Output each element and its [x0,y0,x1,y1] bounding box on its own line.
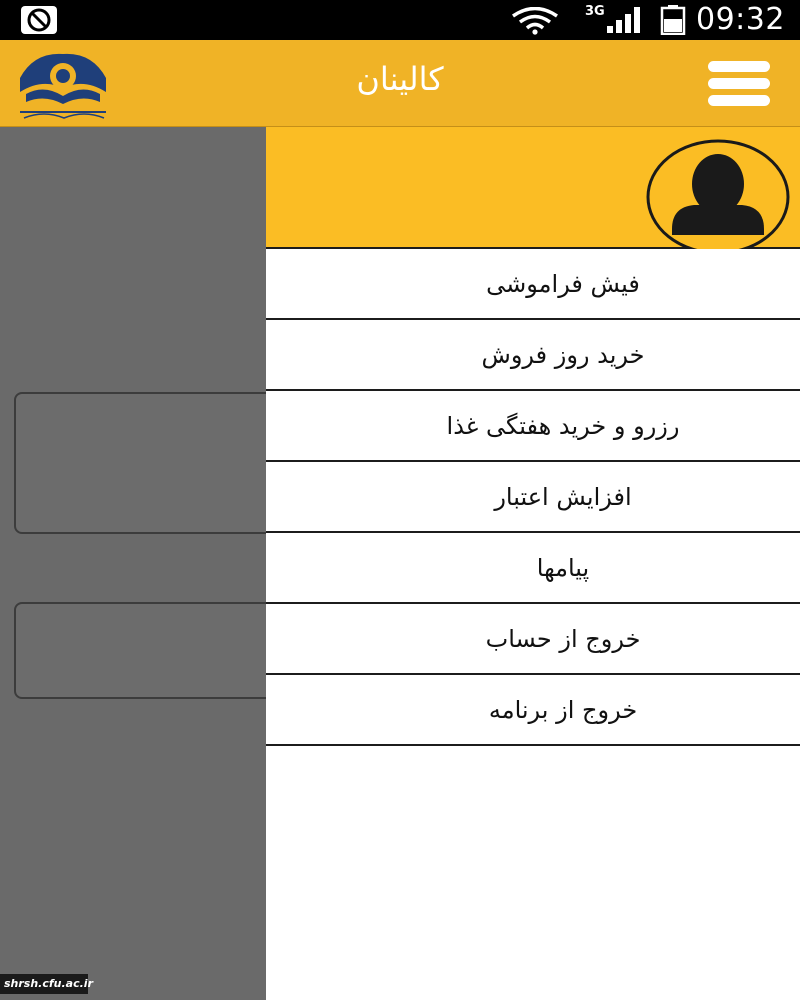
menu-item-same-day-purchase[interactable] [266,320,800,391]
do-not-disturb-icon [20,5,58,35]
hamburger-menu-icon [708,61,770,72]
menu-item-exit-app[interactable] [266,675,800,746]
menu-item-label: رزرو و خرید هفتگی غذا [446,411,680,440]
menu-item-label: خروج از برنامه [488,695,638,724]
drawer-menu [266,249,800,746]
hamburger-menu-button[interactable] [700,55,780,113]
university-logo [14,48,112,122]
app-bar [0,40,800,127]
menu-item-label: فیش فراموشی [486,269,640,298]
status-clock: 09:32 [696,2,785,37]
menu-item-messages[interactable] [266,533,800,604]
menu-item-label: پیامها [536,553,590,582]
background-card [14,392,284,534]
status-bar [0,0,800,40]
signal-icon [605,7,645,33]
menu-item-logout-account[interactable] [266,604,800,675]
menu-item-forgot-receipt[interactable] [266,249,800,320]
app-title: کالینان [356,60,444,98]
watermark-label: shrsh.cfu.ac.ir [0,974,88,994]
menu-item-label: افزایش اعتبار [494,482,632,511]
menu-item-label: خروج از حساب [485,624,641,653]
hamburger-bar [708,95,770,106]
wifi-icon [510,7,560,35]
navigation-drawer [266,127,800,1000]
user-avatar-icon[interactable] [638,139,792,249]
hamburger-bar [708,78,770,89]
background-card [14,602,284,699]
menu-item-weekly-meal-reservation[interactable] [266,391,800,462]
network-type-label: 3G [585,4,605,19]
battery-icon [660,5,686,35]
menu-item-increase-credit[interactable] [266,462,800,533]
menu-item-label: خرید روز فروش [481,340,645,369]
drawer-header [266,127,800,249]
